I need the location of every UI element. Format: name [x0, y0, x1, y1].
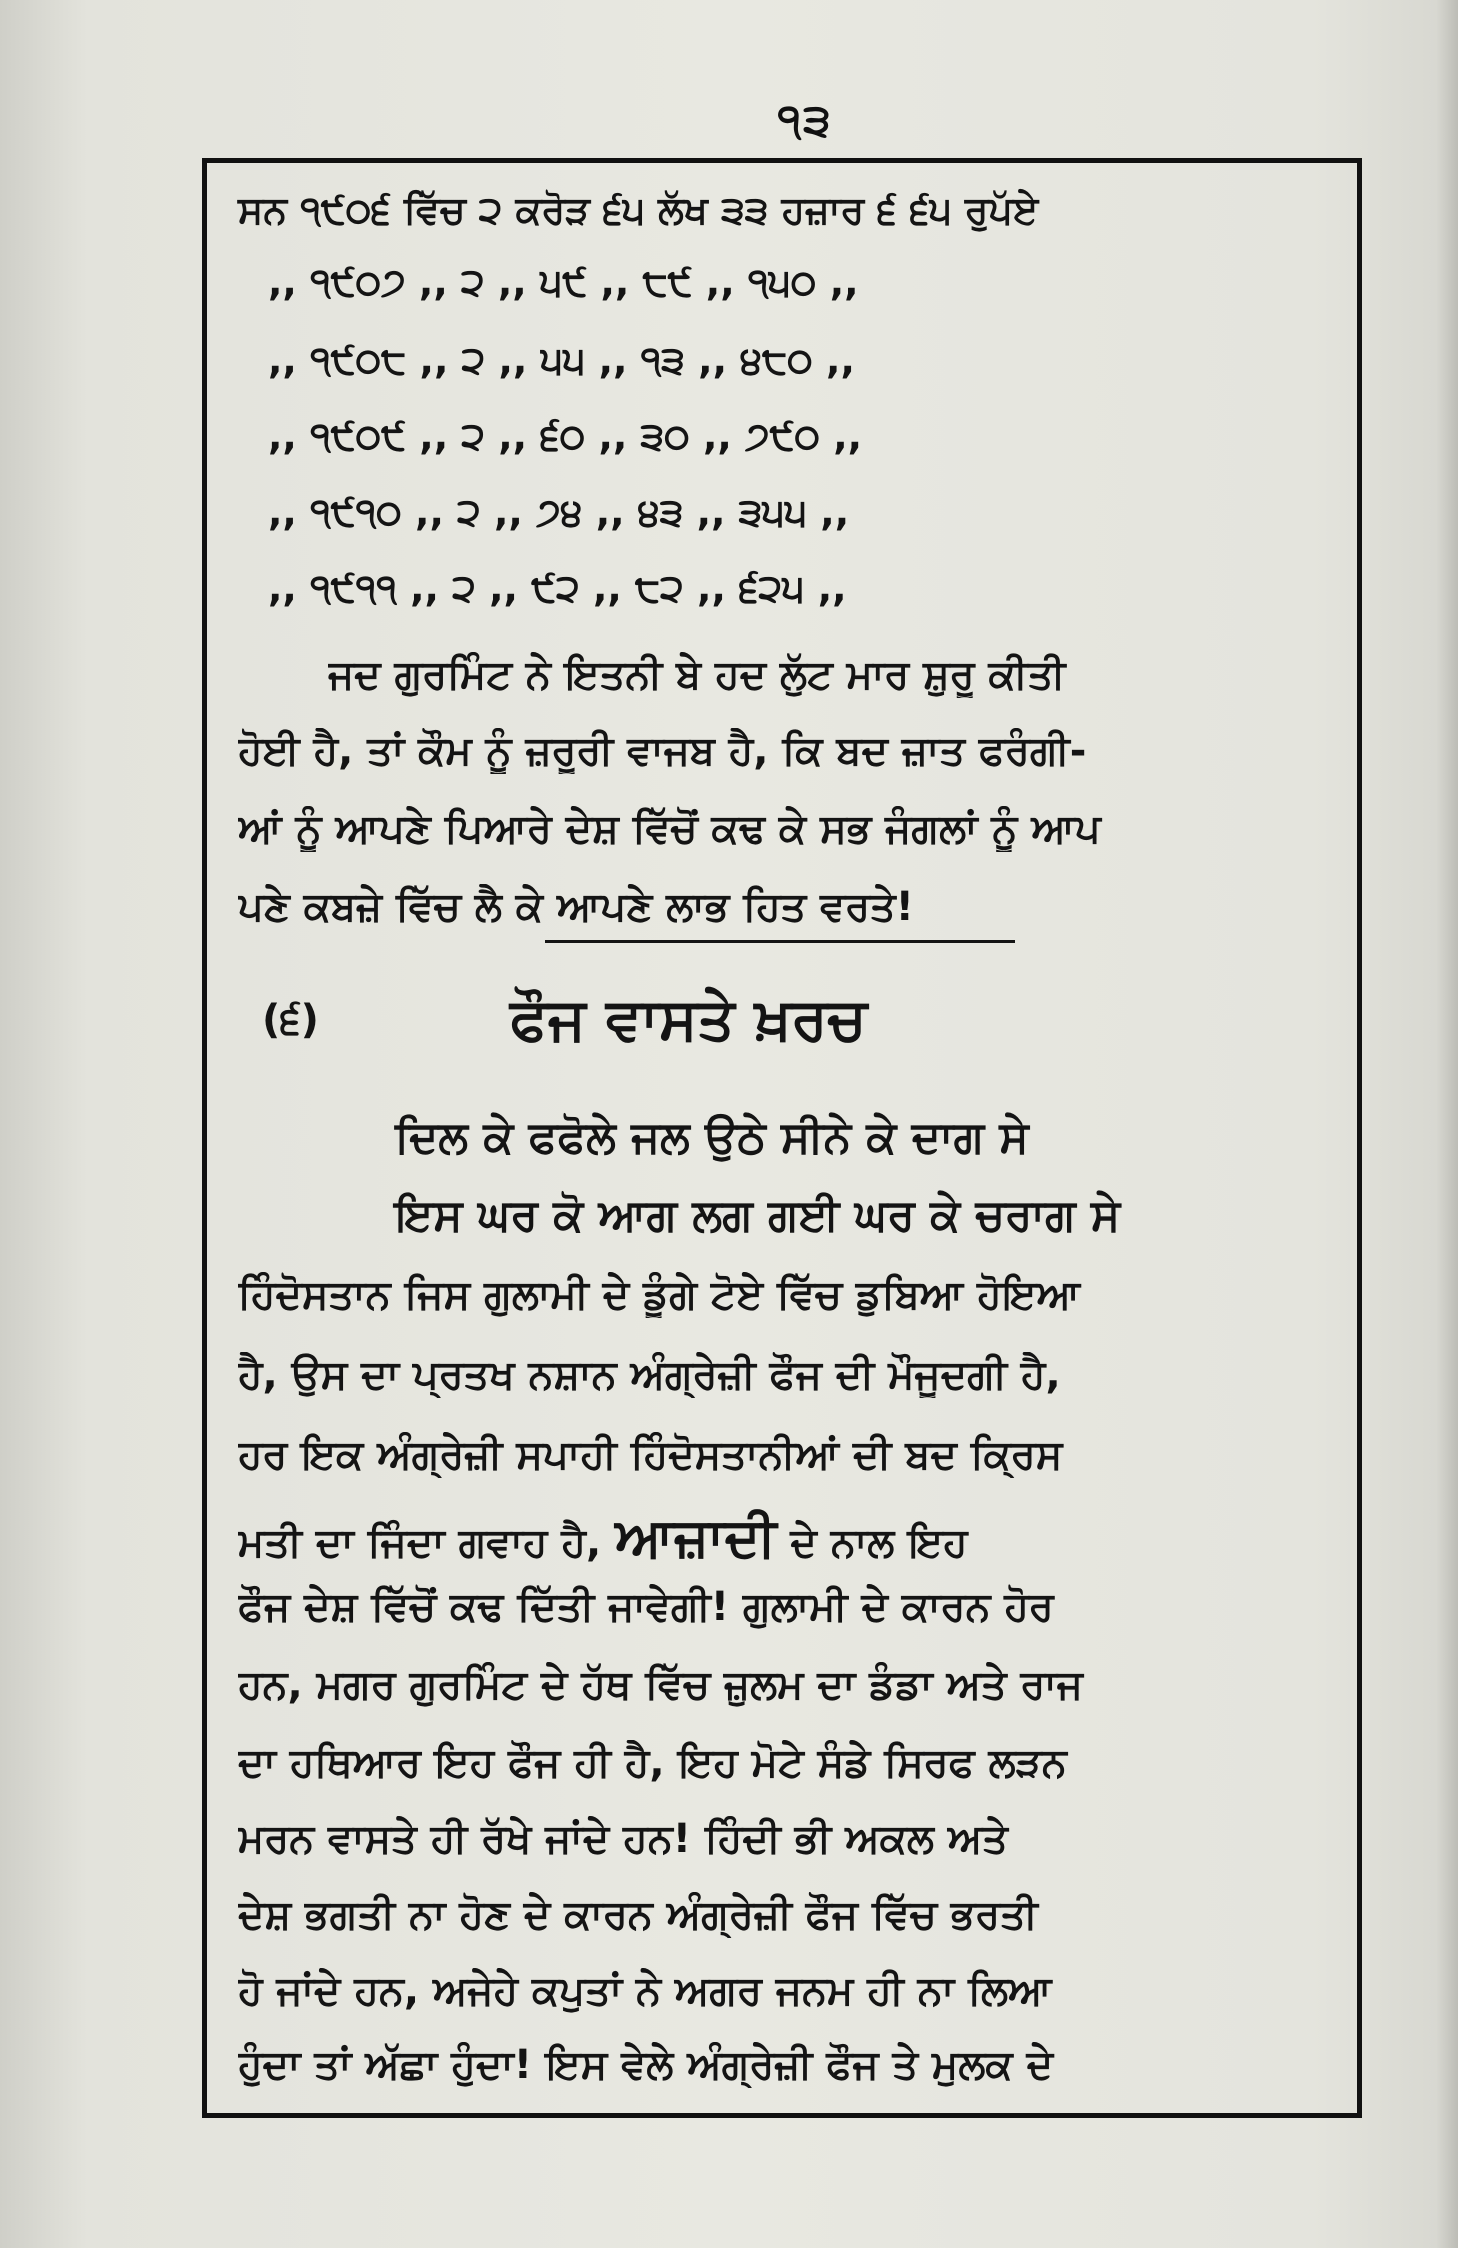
paragraph-line: ਹੋਈ ਹੈ, ਤਾਂ ਕੌਮ ਨੂੰ ਜ਼ਰੂਰੀ ਵਾਜਬ ਹੈ, ਕਿ ਬਦ ਜ਼ਾਤ ਫਰੰਗੀ- [238, 728, 1087, 774]
table-row: ,, ੧੯੦੯ ,, ੨ ,, ੬੦ ,, ੩੦ ,, ੭੯੦ ,, [268, 414, 863, 458]
paragraph-line [238, 1506, 1346, 1570]
paragraph-line: ਦਾ ਹਥਿਆਰ ਇਹ ਫੌਜ ਹੀ ਹੈ, ਇਹ ਮੋਟੇ ਸੰਡੇ ਸਿਰਫ ਲੜਨ [238, 1740, 1067, 1786]
paragraph-fragment: ਦੇ ਨਾਲ ਇਹ [790, 1520, 968, 1566]
table-row: ,, ੧੯੦੭ ,, ੨ ,, ੫੯ ,, ੮੯ ,, ੧੫੦ ,, [268, 260, 859, 304]
page-edge-shadow [1436, 0, 1458, 2248]
page-number: ੧੩ [777, 95, 833, 146]
paragraph-line: ਆਂ ਨੂੰ ਆਪਣੇ ਪਿਆਰੇ ਦੇਸ਼ ਵਿੱਚੋਂ ਕਢ ਕੇ ਸਭ ਜੰਗਲਾਂ ਨੂੰ ਆਪ [238, 806, 1101, 852]
paragraph-line: ਜਦ ਗੁਰਮਿੰਟ ਨੇ ਇਤਨੀ ਬੇ ਹਦ ਲੁੱਟ ਮਾਰ ਸ਼ੁਰੂ ਕੀਤੀ [328, 652, 1066, 698]
paragraph-line: ਹੁੰਦਾ ਤਾਂ ਅੱਛਾ ਹੁੰਦਾ! ਇਸ ਵੇਲੇ ਅੰਗ੍ਰੇਜ਼ੀ ਫੌਜ ਤੇ ਮੁਲਕ ਦੇ [238, 2042, 1054, 2088]
table-row: ,, ੧੯੧੦ ,, ੨ ,, ੭੪ ,, ੪੩ ,, ੩੫੫ ,, [268, 490, 850, 534]
paragraph-line: ਫੌਜ ਦੇਸ਼ ਵਿੱਚੋਂ ਕਢ ਦਿੱਤੀ ਜਾਵੇਗੀ! ਗੁਲਾਮੀ ਦੇ ਕਾਰਨ ਹੋਰ [238, 1584, 1054, 1630]
paragraph-line: ਦੇਸ਼ ਭਗਤੀ ਨਾ ਹੋਣ ਦੇ ਕਾਰਨ ਅੰਗ੍ਰੇਜ਼ੀ ਫੌਜ ਵਿੱਚ ਭਰਤੀ [238, 1892, 1038, 1938]
table-row: ਸਨ ੧੯੦੬ ਵਿੱਚ ੨ ਕਰੋੜ ੬੫ ਲੱਖ ੩੩ ਹਜ਼ਾਰ ੬ ੬੫ ਰੁਪੱਏ [238, 188, 1039, 232]
paragraph-line: ਹੋ ਜਾਂਦੇ ਹਨ, ਅਜੇਹੇ ਕਪੁਤਾਂ ਨੇ ਅਗਰ ਜਨਮ ਹੀ ਨਾ ਲਿਆ [238, 1968, 1052, 2014]
poem-line: ਇਸ ਘਰ ਕੋ ਆਗ ਲਗ ਗਈ ਘਰ ਕੇ ਚਰਾਗ ਸੇ [395, 1190, 1121, 1241]
section-number: (੬) [262, 997, 319, 1043]
paragraph-line: ਹਨ, ਮਗਰ ਗੁਰਮਿੰਟ ਦੇ ਹੱਥ ਵਿੱਚ ਜ਼ੁਲਮ ਦਾ ਡੰਡਾ ਅਤੇ ਰਾਜ [238, 1662, 1083, 1708]
paragraph-line: ਪਣੇ ਕਬਜ਼ੇ ਵਿੱਚ ਲੈ ਕੇ ਆਪਣੇ ਲਾਭ ਹਿਤ ਵਰਤੇ! [238, 884, 914, 930]
paragraph-line: ਹਿੰਦੋਸਤਾਨ ਜਿਸ ਗੁਲਾਮੀ ਦੇ ਡੂੰਗੇ ਟੋਏ ਵਿੱਚ ਡੁਬਿਆ ਹੋਇਆ [238, 1272, 1080, 1318]
table-row: ,, ੧੯੧੧ ,, ੨ ,, ੯੨ ,, ੮੨ ,, ੬੨੫ ,, [268, 566, 847, 610]
underline-mark [545, 940, 1015, 943]
section-heading: ਫੌਜ ਵਾਸਤੇ ਖ਼ਰਚ [510, 985, 867, 1053]
paragraph-line: ਹਰ ਇਕ ਅੰਗ੍ਰੇਜ਼ੀ ਸਪਾਹੀ ਹਿੰਦੋਸਤਾਨੀਆਂ ਦੀ ਬਦ ਕ੍ਰਿਸ [238, 1432, 1063, 1478]
table-row: ,, ੧੯੦੮ ,, ੨ ,, ੫੫ ,, ੧੩ ,, ੪੮੦ ,, [268, 338, 855, 382]
paragraph-line: ਮਰਨ ਵਾਸਤੇ ਹੀ ਰੱਖੇ ਜਾਂਦੇ ਹਨ! ਹਿੰਦੀ ਭੀ ਅਕਲ ਅਤੇ [238, 1816, 1008, 1862]
paragraph-line: ਹੈ, ਉਸ ਦਾ ਪ੍ਰਤਖ ਨਸ਼ਾਨ ਅੰਗ੍ਰੇਜ਼ੀ ਫੌਜ ਦੀ ਮੌਜੂਦਗੀ ਹੈ, [238, 1352, 1061, 1398]
paragraph-fragment: ਮਤੀ ਦਾ ਜਿੰਦਾ ਗਵਾਹ ਹੈ, [238, 1520, 602, 1566]
poem-line: ਦਿਲ ਕੇ ਫਫੋਲੇ ਜਲ ਉਠੇ ਸੀਨੇ ਕੇ ਦਾਗ ਸੇ [395, 1112, 1029, 1163]
emphasis-word: ਆਜ਼ਾਦੀ [615, 1506, 777, 1569]
